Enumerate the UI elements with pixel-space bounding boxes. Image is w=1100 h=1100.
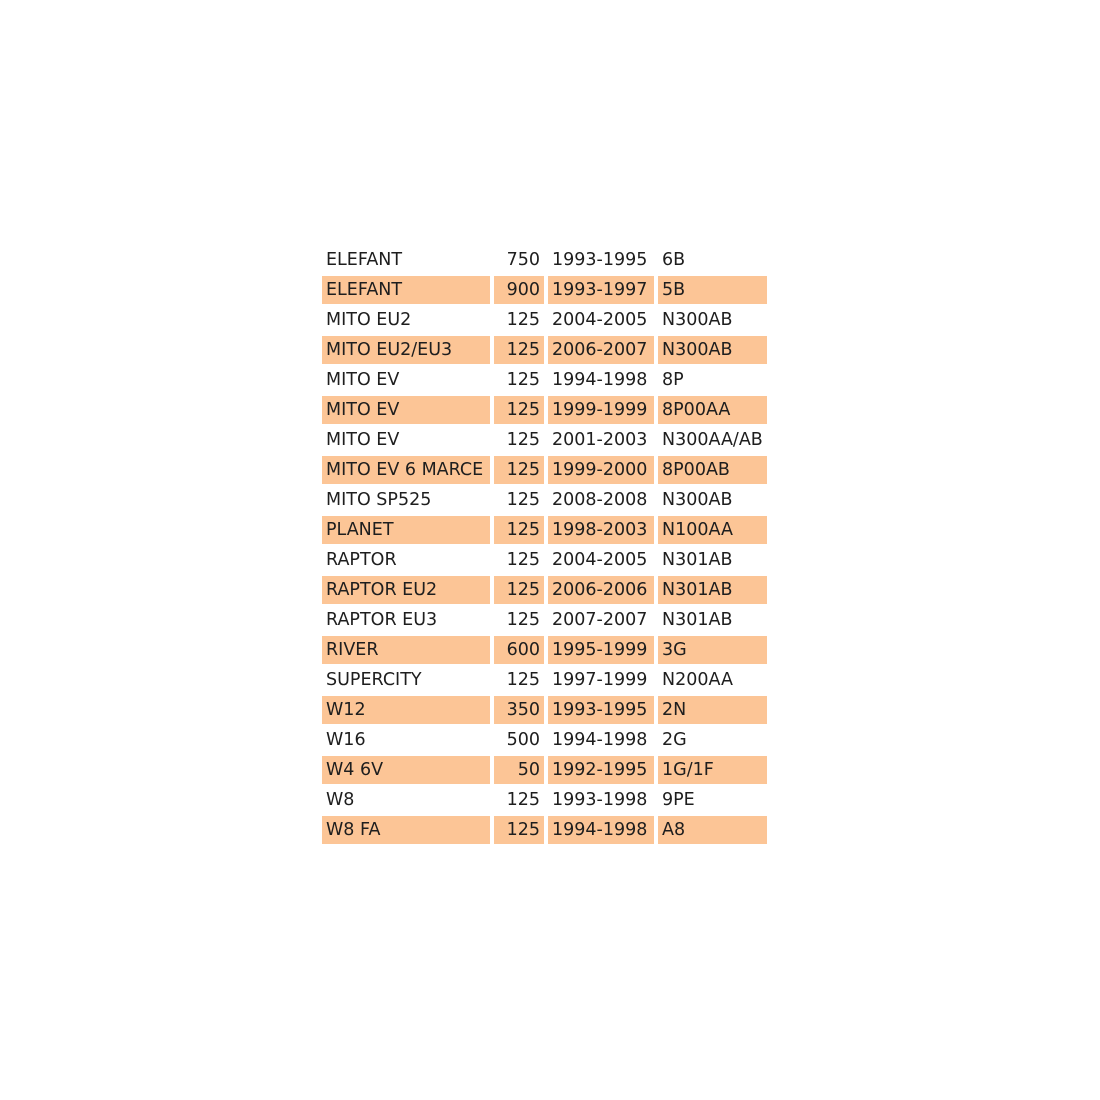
displacement-cell: 125: [494, 606, 544, 634]
table-row: [322, 336, 767, 364]
model-cell: W8 FA: [322, 816, 490, 844]
table-row: [322, 246, 767, 274]
years-cell: 2006-2006: [548, 576, 654, 604]
code-cell: N300AA/AB: [658, 426, 767, 454]
code-cell: 6B: [658, 246, 767, 274]
displacement-cell: 125: [494, 486, 544, 514]
displacement-cell: 350: [494, 696, 544, 724]
code-cell: N300AB: [658, 486, 767, 514]
model-cell: PLANET: [322, 516, 490, 544]
code-cell: 3G: [658, 636, 767, 664]
years-cell: 2008-2008: [548, 486, 654, 514]
model-cell: MITO SP525: [322, 486, 490, 514]
model-cell: MITO EU2/EU3: [322, 336, 490, 364]
model-cell: SUPERCITY: [322, 666, 490, 694]
table-row: [322, 306, 767, 334]
model-cell: W4 6V: [322, 756, 490, 784]
table-row: [322, 366, 767, 394]
years-cell: 1998-2003: [548, 516, 654, 544]
table-row: [322, 516, 767, 544]
code-cell: 1G/1F: [658, 756, 767, 784]
model-cell: W12: [322, 696, 490, 724]
displacement-cell: 125: [494, 366, 544, 394]
displacement-cell: 125: [494, 396, 544, 424]
model-cell: RAPTOR: [322, 546, 490, 574]
model-compatibility-table: [318, 244, 771, 846]
displacement-cell: 125: [494, 336, 544, 364]
code-cell: N100AA: [658, 516, 767, 544]
code-cell: 8P00AA: [658, 396, 767, 424]
years-cell: 1994-1998: [548, 816, 654, 844]
code-cell: N301AB: [658, 576, 767, 604]
table-row: [322, 546, 767, 574]
years-cell: 1994-1998: [548, 726, 654, 754]
table-row: [322, 606, 767, 634]
displacement-cell: 900: [494, 276, 544, 304]
years-cell: 2006-2007: [548, 336, 654, 364]
table-row: [322, 636, 767, 664]
table-row: [322, 576, 767, 604]
model-cell: RAPTOR EU2: [322, 576, 490, 604]
model-cell: W16: [322, 726, 490, 754]
model-cell: MITO EV: [322, 426, 490, 454]
table-row: [322, 756, 767, 784]
table-row: [322, 456, 767, 484]
table-row: [322, 396, 767, 424]
model-cell: W8: [322, 786, 490, 814]
model-cell: MITO EV 6 MARCE: [322, 456, 490, 484]
years-cell: 1994-1998: [548, 366, 654, 394]
table-row: [322, 486, 767, 514]
years-cell: 1999-1999: [548, 396, 654, 424]
years-cell: 1993-1995: [548, 696, 654, 724]
code-cell: A8: [658, 816, 767, 844]
model-cell: ELEFANT: [322, 246, 490, 274]
code-cell: 5B: [658, 276, 767, 304]
code-cell: N301AB: [658, 606, 767, 634]
displacement-cell: 125: [494, 576, 544, 604]
years-cell: 2004-2005: [548, 546, 654, 574]
displacement-cell: 600: [494, 636, 544, 664]
displacement-cell: 750: [494, 246, 544, 274]
displacement-cell: 125: [494, 666, 544, 694]
displacement-cell: 125: [494, 786, 544, 814]
displacement-cell: 125: [494, 546, 544, 574]
table-row: [322, 696, 767, 724]
table-row: [322, 726, 767, 754]
displacement-cell: 50: [494, 756, 544, 784]
years-cell: 1995-1999: [548, 636, 654, 664]
years-cell: 2001-2003: [548, 426, 654, 454]
table-row: [322, 786, 767, 814]
code-cell: N301AB: [658, 546, 767, 574]
code-cell: N200AA: [658, 666, 767, 694]
displacement-cell: 500: [494, 726, 544, 754]
table-row: [322, 276, 767, 304]
displacement-cell: 125: [494, 816, 544, 844]
code-cell: 8P00AB: [658, 456, 767, 484]
code-cell: 2N: [658, 696, 767, 724]
code-cell: 9PE: [658, 786, 767, 814]
displacement-cell: 125: [494, 426, 544, 454]
model-cell: MITO EV: [322, 366, 490, 394]
model-cell: RAPTOR EU3: [322, 606, 490, 634]
model-cell: MITO EV: [322, 396, 490, 424]
model-cell: MITO EU2: [322, 306, 490, 334]
displacement-cell: 125: [494, 516, 544, 544]
years-cell: 1993-1997: [548, 276, 654, 304]
years-cell: 1993-1995: [548, 246, 654, 274]
code-cell: 8P: [658, 366, 767, 394]
years-cell: 1999-2000: [548, 456, 654, 484]
model-cell: RIVER: [322, 636, 490, 664]
displacement-cell: 125: [494, 456, 544, 484]
table-body: [322, 246, 767, 844]
table-row: [322, 816, 767, 844]
code-cell: 2G: [658, 726, 767, 754]
code-cell: N300AB: [658, 336, 767, 364]
code-cell: N300AB: [658, 306, 767, 334]
years-cell: 1993-1998: [548, 786, 654, 814]
table-row: [322, 666, 767, 694]
model-cell: ELEFANT: [322, 276, 490, 304]
years-cell: 1997-1999: [548, 666, 654, 694]
displacement-cell: 125: [494, 306, 544, 334]
table-row: [322, 426, 767, 454]
years-cell: 2007-2007: [548, 606, 654, 634]
years-cell: 2004-2005: [548, 306, 654, 334]
years-cell: 1992-1995: [548, 756, 654, 784]
